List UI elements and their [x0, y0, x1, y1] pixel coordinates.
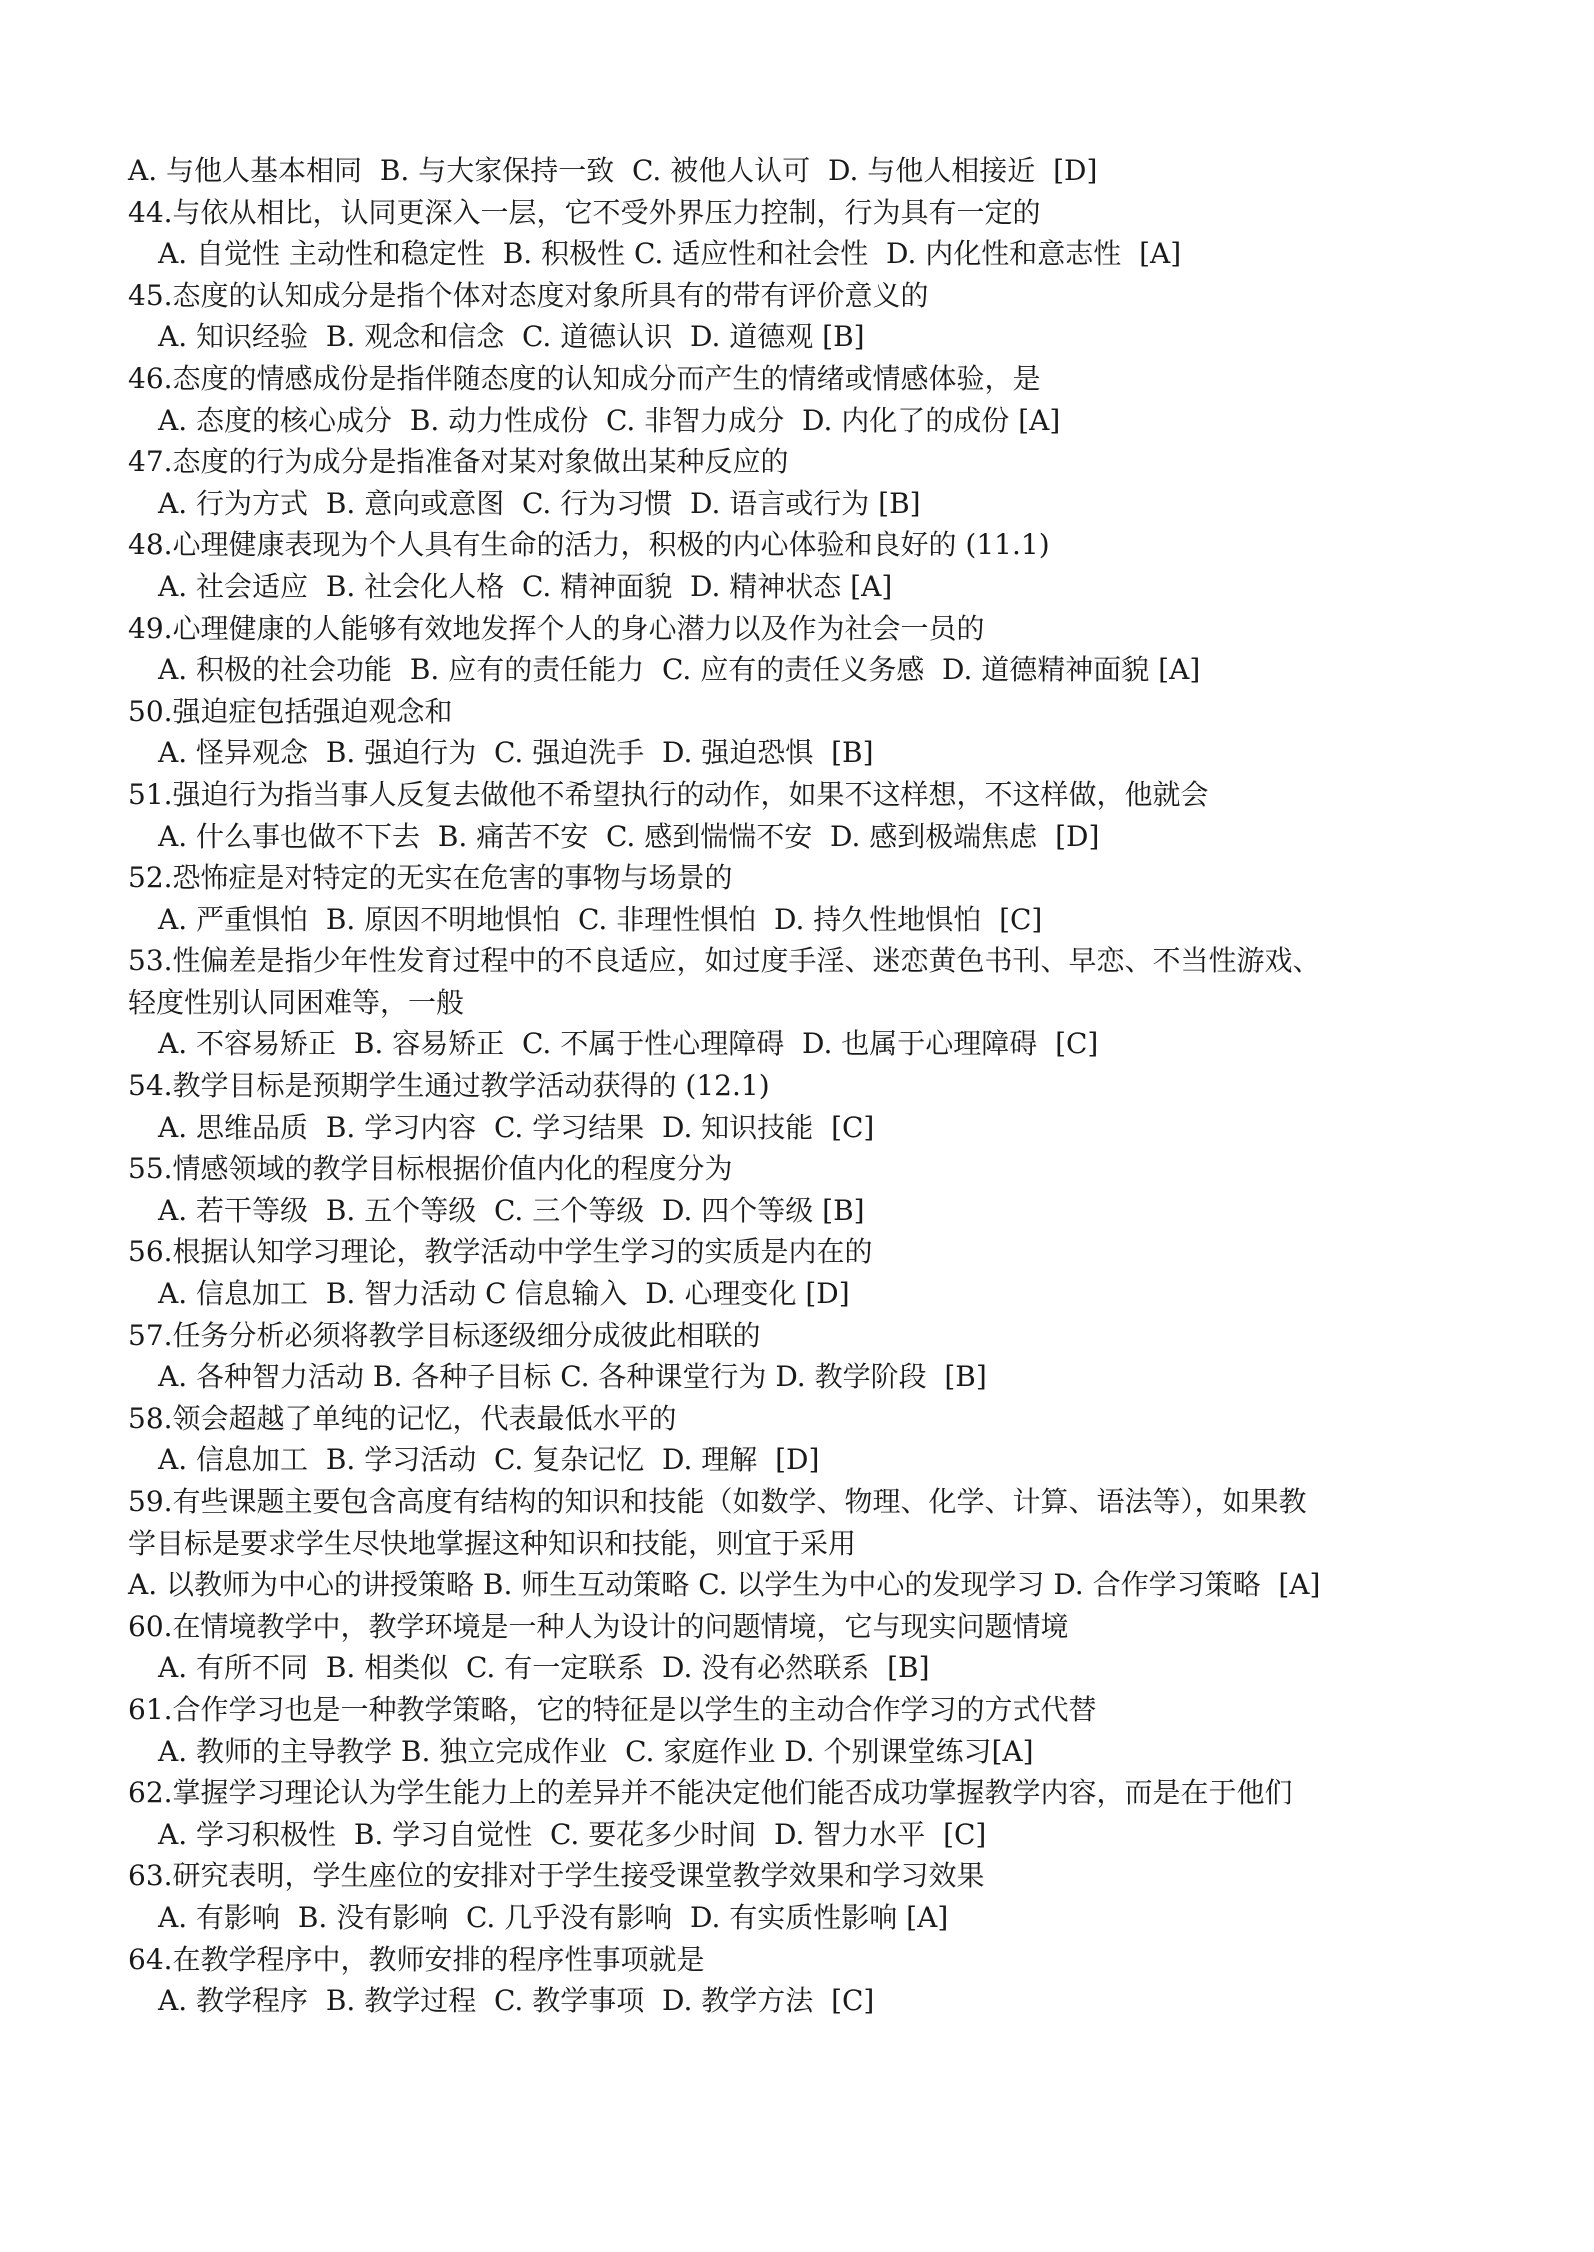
question-text-line: 45.态度的认知成分是指个体对态度对象所具有的带有评价意义的: [128, 278, 929, 312]
question-text-line: 轻度性别认同困难等，一般: [128, 985, 465, 1019]
answer-options-line: A. 信息加工 B. 学习活动 C. 复杂记忆 D. 理解 [D]: [158, 1443, 820, 1477]
answer-options-line: A. 行为方式 B. 意向或意图 C. 行为习惯 D. 语言或行为 [B]: [158, 486, 921, 520]
answer-options-line: A. 学习积极性 B. 学习自觉性 C. 要花多少时间 D. 智力水平 [C]: [158, 1817, 987, 1851]
question-text-line: 60.在情境教学中，教学环境是一种人为设计的问题情境，它与现实问题情境: [128, 1609, 1069, 1643]
question-text-line: 63.研究表明，学生座位的安排对于学生接受课堂教学效果和学习效果: [128, 1859, 985, 1893]
answer-options-line: A. 以教师为中心的讲授策略 B. 师生互动策略 C. 以学生为中心的发现学习 D. 合作学习策略 [A]: [128, 1568, 1321, 1602]
question-text-line: 58.领会超越了单纯的记忆，代表最低水平的: [128, 1401, 677, 1435]
answer-options-line: A. 若干等级 B. 五个等级 C. 三个等级 D. 四个等级 [B]: [158, 1193, 865, 1227]
question-list: [128, 150, 1488, 2022]
question-text-line: 52.恐怖症是对特定的无实在危害的事物与场景的: [128, 861, 733, 895]
question-text-line: 49.心理健康的人能够有效地发挥个人的身心潜力以及作为社会一员的: [128, 611, 985, 645]
answer-options-line: A. 怪异观念 B. 强迫行为 C. 强迫洗手 D. 强迫恐惧 [B]: [158, 736, 874, 770]
answer-options-line: A. 有所不同 B. 相类似 C. 有一定联系 D. 没有必然联系 [B]: [158, 1651, 930, 1685]
answer-options-line: A. 教学程序 B. 教学过程 C. 教学事项 D. 教学方法 [C]: [158, 1984, 875, 2018]
answer-options-line: A. 态度的核心成分 B. 动力性成份 C. 非智力成分 D. 内化了的成份 [A]: [158, 403, 1061, 437]
answer-options-line: A. 有影响 B. 没有影响 C. 几乎没有影响 D. 有实质性影响 [A]: [158, 1900, 949, 1934]
question-text-line: 50.强迫症包括强迫观念和: [128, 694, 453, 728]
question-text-line: 48.心理健康表现为个人具有生命的活力，积极的内心体验和良好的 (11.1): [128, 528, 1050, 562]
question-text-line: 47.态度的行为成分是指准备对某对象做出某种反应的: [128, 445, 789, 479]
question-text-line: 44.与依从相比，认同更深入一层，它不受外界压力控制，行为具有一定的: [128, 195, 1041, 229]
question-text-line: 51.强迫行为指当事人反复去做他不希望执行的动作，如果不这样想，不这样做，他就会: [128, 777, 1209, 811]
answer-options-line: A. 各种智力活动 B. 各种子目标 C. 各种课堂行为 D. 教学阶段 [B]: [158, 1360, 987, 1394]
answer-options-line: A. 社会适应 B. 社会化人格 C. 精神面貌 D. 精神状态 [A]: [158, 569, 893, 603]
question-text-line: 57.任务分析必须将教学目标逐级细分成彼此相联的: [128, 1318, 761, 1352]
question-text-line: 62.掌握学习理论认为学生能力上的差异并不能决定他们能否成功掌握教学内容，而是在于他们: [128, 1776, 1293, 1810]
answer-options-line: A. 思维品质 B. 学习内容 C. 学习结果 D. 知识技能 [C]: [158, 1110, 875, 1144]
answer-options-line: A. 不容易矫正 B. 容易矫正 C. 不属于性心理障碍 D. 也属于心理障碍 [C]: [158, 1027, 1099, 1061]
question-text-line: 61.合作学习也是一种教学策略，它的特征是以学生的主动合作学习的方式代替: [128, 1692, 1097, 1726]
answer-options-line: A. 积极的社会功能 B. 应有的责任能力 C. 应有的责任义务感 D. 道德精神面貌 [A]: [158, 653, 1201, 687]
question-text-line: 56.根据认知学习理论，教学活动中学生学习的实质是内在的: [128, 1235, 873, 1269]
question-text-line: 54.教学目标是预期学生通过教学活动获得的 (12.1): [128, 1069, 770, 1103]
answer-options-line: A. 与他人基本相同 B. 与大家保持一致 C. 被他人认可 D. 与他人相接近 [D]: [128, 154, 1098, 187]
question-text-line: 55.情感领域的教学目标根据价值内化的程度分为: [128, 1152, 733, 1186]
answer-options-line: A. 知识经验 B. 观念和信念 C. 道德认识 D. 道德观 [B]: [158, 320, 865, 354]
answer-options-line: A. 什么事也做不下去 B. 痛苦不安 C. 感到惴惴不安 D. 感到极端焦虑 [D]: [158, 819, 1100, 853]
question-text-line: 59.有些课题主要包含高度有结构的知识和技能（如数学、物理、化学、计算、语法等），如果教: [128, 1485, 1307, 1518]
question-text-line: 46.态度的情感成份是指伴随态度的认知成分而产生的情绪或情感体验，是: [128, 361, 1041, 395]
answer-options-line: A. 教师的主导教学 B. 独立完成作业 C. 家庭作业 D. 个别课堂练习[A]: [158, 1734, 1034, 1768]
question-text-line: 学目标是要求学生尽快地掌握这种知识和技能，则宜于采用: [128, 1526, 857, 1560]
question-text-line: 64.在教学程序中，教师安排的程序性事项就是: [128, 1942, 705, 1976]
answer-options-line: A. 信息加工 B. 智力活动 C 信息输入 D. 心理变化 [D]: [158, 1277, 850, 1311]
question-text-line: 53.性偏差是指少年性发育过程中的不良适应，如过度手淫、迷恋黄色书刊、早恋、不当性游戏、: [128, 944, 1321, 978]
answer-options-line: A. 自觉性 主动性和稳定性 B. 积极性 C. 适应性和社会性 D. 内化性和意志性 [A]: [158, 237, 1182, 271]
answer-options-line: A. 严重惧怕 B. 原因不明地惧怕 C. 非理性惧怕 D. 持久性地惧怕 [C]: [158, 902, 1043, 936]
